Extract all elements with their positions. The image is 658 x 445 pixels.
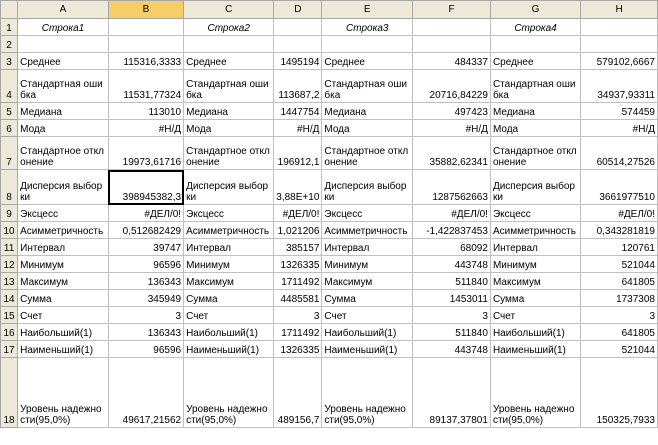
- cell-a15[interactable]: Счет: [18, 307, 109, 324]
- row-3: [1, 53, 658, 70]
- cell-e14[interactable]: Сумма: [322, 290, 413, 307]
- cell-b12[interactable]: 96596: [108, 256, 183, 273]
- cell-h8[interactable]: 3661977510: [581, 170, 658, 205]
- cell-d17[interactable]: 1326335: [274, 341, 322, 358]
- cell-h7[interactable]: 60514,27526: [581, 137, 658, 170]
- cell-e1[interactable]: Строка3: [322, 19, 413, 36]
- cell-f14[interactable]: 1453011: [413, 290, 491, 307]
- cell-d4[interactable]: 113687,2: [274, 70, 322, 103]
- cell-e9[interactable]: Эксцесс: [322, 205, 413, 222]
- cell-a16[interactable]: Наибольший(1): [18, 324, 109, 341]
- column-header-f[interactable]: F: [413, 1, 491, 19]
- cell-b14[interactable]: 345949: [108, 290, 183, 307]
- column-header-c[interactable]: C: [184, 1, 274, 19]
- cell-c9[interactable]: Эксцесс: [184, 205, 274, 222]
- cell-h11[interactable]: 120761: [581, 239, 658, 256]
- cell-f12[interactable]: 443748: [413, 256, 491, 273]
- row-1: [1, 19, 658, 36]
- cell-d1[interactable]: [274, 19, 322, 36]
- cell-g13[interactable]: Максимум: [490, 273, 580, 290]
- row-9: [1, 205, 658, 222]
- cell-a8[interactable]: Дисперсия выборки: [18, 170, 109, 205]
- column-header-h[interactable]: H: [581, 1, 658, 19]
- cell-a4[interactable]: Стандартная ошибка: [18, 70, 109, 103]
- cell-b4[interactable]: 11531,77324: [108, 70, 183, 103]
- cell-f3[interactable]: 484337: [413, 53, 491, 70]
- cell-g11[interactable]: Интервал: [490, 239, 580, 256]
- cell-d11[interactable]: 385157: [274, 239, 322, 256]
- cell-h12[interactable]: 521044: [581, 256, 658, 273]
- row-8: [1, 170, 658, 205]
- cell-c6[interactable]: Мода: [184, 120, 274, 137]
- row-2: [1, 36, 658, 53]
- row-header-12[interactable]: 12: [1, 256, 18, 273]
- cell-e2[interactable]: [322, 36, 413, 53]
- cell-b18[interactable]: 49617,21562: [108, 358, 183, 428]
- cell-c15[interactable]: Счет: [184, 307, 274, 324]
- cell-h13[interactable]: 641805: [581, 273, 658, 290]
- select-all-corner[interactable]: [1, 1, 18, 19]
- cell-b9[interactable]: #ДЕЛ/0!: [108, 205, 183, 222]
- cell-f11[interactable]: 68092: [413, 239, 491, 256]
- cell-c14[interactable]: Сумма: [184, 290, 274, 307]
- cell-e11[interactable]: Интервал: [322, 239, 413, 256]
- cell-d8[interactable]: 3,88E+10: [274, 170, 322, 205]
- row-5: [1, 103, 658, 120]
- row-header-2[interactable]: 2: [1, 36, 18, 53]
- cell-g17[interactable]: Наименьший(1): [490, 341, 580, 358]
- cell-a2[interactable]: [18, 36, 109, 53]
- row-header-3[interactable]: 3: [1, 53, 18, 70]
- cell-b5[interactable]: 113010: [108, 103, 183, 120]
- cell-f18[interactable]: 89137,37801: [413, 358, 491, 428]
- cell-h6[interactable]: #Н/Д: [581, 120, 658, 137]
- cell-h14[interactable]: 1737308: [581, 290, 658, 307]
- row-header-4[interactable]: 4: [1, 70, 18, 103]
- cell-c17[interactable]: Наименьший(1): [184, 341, 274, 358]
- cell-h4[interactable]: 34937,93311: [581, 70, 658, 103]
- cell-d16[interactable]: 1711492: [274, 324, 322, 341]
- cell-h10[interactable]: 0,343281819: [581, 222, 658, 239]
- cell-a1[interactable]: Строка1: [18, 19, 109, 36]
- cell-b7[interactable]: 19973,61716: [108, 137, 183, 170]
- cell-d18[interactable]: 489156,7: [274, 358, 322, 428]
- cell-b11[interactable]: 39747: [108, 239, 183, 256]
- cell-e5[interactable]: Медиана: [322, 103, 413, 120]
- cell-b13[interactable]: 136343: [108, 273, 183, 290]
- row-header-6[interactable]: 6: [1, 120, 18, 137]
- cell-f8[interactable]: 1287562663: [413, 170, 491, 205]
- cell-e17[interactable]: Наименьший(1): [322, 341, 413, 358]
- cell-f16[interactable]: 511840: [413, 324, 491, 341]
- row-header-17[interactable]: 17: [1, 341, 18, 358]
- cell-f7[interactable]: 35882,62341: [413, 137, 491, 170]
- cell-c4[interactable]: Стандартная ошибка: [184, 70, 274, 103]
- cell-g15[interactable]: Счет: [490, 307, 580, 324]
- cell-c1[interactable]: Строка2: [184, 19, 274, 36]
- cell-f4[interactable]: 20716,84229: [413, 70, 491, 103]
- cell-a11[interactable]: Интервал: [18, 239, 109, 256]
- row-18: [1, 358, 658, 428]
- row-4: [1, 70, 658, 103]
- cell-a13[interactable]: Максимум: [18, 273, 109, 290]
- cell-d12[interactable]: 1326335: [274, 256, 322, 273]
- row-14: [1, 290, 658, 307]
- row-header-18[interactable]: 18: [1, 358, 18, 428]
- row-10: [1, 222, 658, 239]
- cell-b1[interactable]: [108, 19, 183, 36]
- cell-d7[interactable]: 196912,1: [274, 137, 322, 170]
- column-header-b[interactable]: B: [108, 1, 183, 19]
- cell-d14[interactable]: 4485581: [274, 290, 322, 307]
- cell-b15[interactable]: 3: [108, 307, 183, 324]
- cell-c16[interactable]: Наибольший(1): [184, 324, 274, 341]
- cell-d5[interactable]: 1447754: [274, 103, 322, 120]
- cell-f17[interactable]: 443748: [413, 341, 491, 358]
- cell-d9[interactable]: #ДЕЛ/0!: [274, 205, 322, 222]
- column-header-row: [1, 1, 658, 19]
- grid-body: [1, 19, 658, 428]
- cell-d6[interactable]: #Н/Д: [274, 120, 322, 137]
- row-15: [1, 307, 658, 324]
- cell-h17[interactable]: 521044: [581, 341, 658, 358]
- row-6: [1, 120, 658, 137]
- cell-c3[interactable]: Среднее: [184, 53, 274, 70]
- cell-g14[interactable]: Сумма: [490, 290, 580, 307]
- row-header-1[interactable]: 1: [1, 19, 18, 36]
- cell-d3[interactable]: 1495194: [274, 53, 322, 70]
- cell-f5[interactable]: 497423: [413, 103, 491, 120]
- cell-c5[interactable]: Медиана: [184, 103, 274, 120]
- row-header-7[interactable]: 7: [1, 137, 18, 170]
- cell-e10[interactable]: Асимметричность: [322, 222, 413, 239]
- cell-c7[interactable]: Стандартное отклонение: [184, 137, 274, 170]
- cell-e3[interactable]: Среднее: [322, 53, 413, 70]
- row-header-16[interactable]: 16: [1, 324, 18, 341]
- cell-c2[interactable]: [184, 36, 274, 53]
- cell-c13[interactable]: Максимум: [184, 273, 274, 290]
- cell-e15[interactable]: Счет: [322, 307, 413, 324]
- cell-d13[interactable]: 1711492: [274, 273, 322, 290]
- cell-c12[interactable]: Минимум: [184, 256, 274, 273]
- row-header-14[interactable]: 14: [1, 290, 18, 307]
- cell-g3[interactable]: Среднее: [490, 53, 580, 70]
- cell-g18[interactable]: Уровень надежности(95,0%): [490, 358, 580, 428]
- cell-a12[interactable]: Минимум: [18, 256, 109, 273]
- cell-h9[interactable]: #ДЕЛ/0!: [581, 205, 658, 222]
- cell-g4[interactable]: Стандартная ошибка: [490, 70, 580, 103]
- row-header-8[interactable]: 8: [1, 170, 18, 205]
- row-13: [1, 273, 658, 290]
- column-header-d[interactable]: D: [274, 1, 322, 19]
- cell-b16[interactable]: 136343: [108, 324, 183, 341]
- cell-a10[interactable]: Асимметричность: [18, 222, 109, 239]
- cell-a3[interactable]: Среднее: [18, 53, 109, 70]
- row-header-9[interactable]: 9: [1, 205, 18, 222]
- cell-b2[interactable]: [108, 36, 183, 53]
- cell-b8[interactable]: 398945382,3: [108, 170, 183, 205]
- cell-b3[interactable]: 115316,3333: [108, 53, 183, 70]
- cell-g16[interactable]: Наибольший(1): [490, 324, 580, 341]
- cell-g12[interactable]: Минимум: [490, 256, 580, 273]
- row-12: [1, 256, 658, 273]
- row-17: [1, 341, 658, 358]
- cell-g9[interactable]: Эксцесс: [490, 205, 580, 222]
- cell-f2[interactable]: [413, 36, 491, 53]
- cell-h15[interactable]: 3: [581, 307, 658, 324]
- row-header-11[interactable]: 11: [1, 239, 18, 256]
- row-16: [1, 324, 658, 341]
- cell-g8[interactable]: Дисперсия выборки: [490, 170, 580, 205]
- row-header-10[interactable]: 10: [1, 222, 18, 239]
- column-header-a[interactable]: A: [18, 1, 109, 19]
- cell-h3[interactable]: 579102,6667: [581, 53, 658, 70]
- cell-f9[interactable]: #ДЕЛ/0!: [413, 205, 491, 222]
- cell-g1[interactable]: Строка4: [490, 19, 580, 36]
- cell-f6[interactable]: #Н/Д: [413, 120, 491, 137]
- cell-a7[interactable]: Стандартное отклонение: [18, 137, 109, 170]
- row-header-5[interactable]: 5: [1, 103, 18, 120]
- row-header-13[interactable]: 13: [1, 273, 18, 290]
- cell-g2[interactable]: [490, 36, 580, 53]
- cell-a9[interactable]: Эксцесс: [18, 205, 109, 222]
- cell-d10[interactable]: 1,021206: [274, 222, 322, 239]
- cell-e13[interactable]: Максимум: [322, 273, 413, 290]
- cell-g5[interactable]: Медиана: [490, 103, 580, 120]
- cell-e12[interactable]: Минимум: [322, 256, 413, 273]
- cell-h18[interactable]: 150325,7933: [581, 358, 658, 428]
- cell-c10[interactable]: Асимметричность: [184, 222, 274, 239]
- cell-e6[interactable]: Мода: [322, 120, 413, 137]
- cell-e16[interactable]: Наибольший(1): [322, 324, 413, 341]
- cell-c18[interactable]: Уровень надежности(95,0%): [184, 358, 274, 428]
- cell-a6[interactable]: Мода: [18, 120, 109, 137]
- row-11: [1, 239, 658, 256]
- cell-g10[interactable]: Асимметричность: [490, 222, 580, 239]
- cell-h2[interactable]: [581, 36, 658, 53]
- cell-g7[interactable]: Стандартное отклонение: [490, 137, 580, 170]
- cell-h16[interactable]: 641805: [581, 324, 658, 341]
- cell-f10[interactable]: -1,422837453: [413, 222, 491, 239]
- row-7: [1, 137, 658, 170]
- cell-a14[interactable]: Сумма: [18, 290, 109, 307]
- cell-c11[interactable]: Интервал: [184, 239, 274, 256]
- cell-f15[interactable]: 3: [413, 307, 491, 324]
- cell-h1[interactable]: [581, 19, 658, 36]
- cell-e4[interactable]: Стандартная ошибка: [322, 70, 413, 103]
- cell-h5[interactable]: 574459: [581, 103, 658, 120]
- column-header-g[interactable]: G: [490, 1, 580, 19]
- cell-f13[interactable]: 511840: [413, 273, 491, 290]
- cell-d15[interactable]: 3: [274, 307, 322, 324]
- cell-d2[interactable]: [274, 36, 322, 53]
- cell-g6[interactable]: Мода: [490, 120, 580, 137]
- row-header-15[interactable]: 15: [1, 307, 18, 324]
- cell-e8[interactable]: Дисперсия выборки: [322, 170, 413, 205]
- cell-a17[interactable]: Наименьший(1): [18, 341, 109, 358]
- cell-f1[interactable]: [413, 19, 491, 36]
- cell-b6[interactable]: #Н/Д: [108, 120, 183, 137]
- cell-e7[interactable]: Стандартное отклонение: [322, 137, 413, 170]
- cell-b17[interactable]: 96596: [108, 341, 183, 358]
- cell-e18[interactable]: Уровень надежности(95,0%): [322, 358, 413, 428]
- cell-a5[interactable]: Медиана: [18, 103, 109, 120]
- column-header-e[interactable]: E: [322, 1, 413, 19]
- cell-b10[interactable]: 0,512682429: [108, 222, 183, 239]
- cell-c8[interactable]: Дисперсия выборки: [184, 170, 274, 205]
- cell-a18[interactable]: Уровень надежности(95,0%): [18, 358, 109, 428]
